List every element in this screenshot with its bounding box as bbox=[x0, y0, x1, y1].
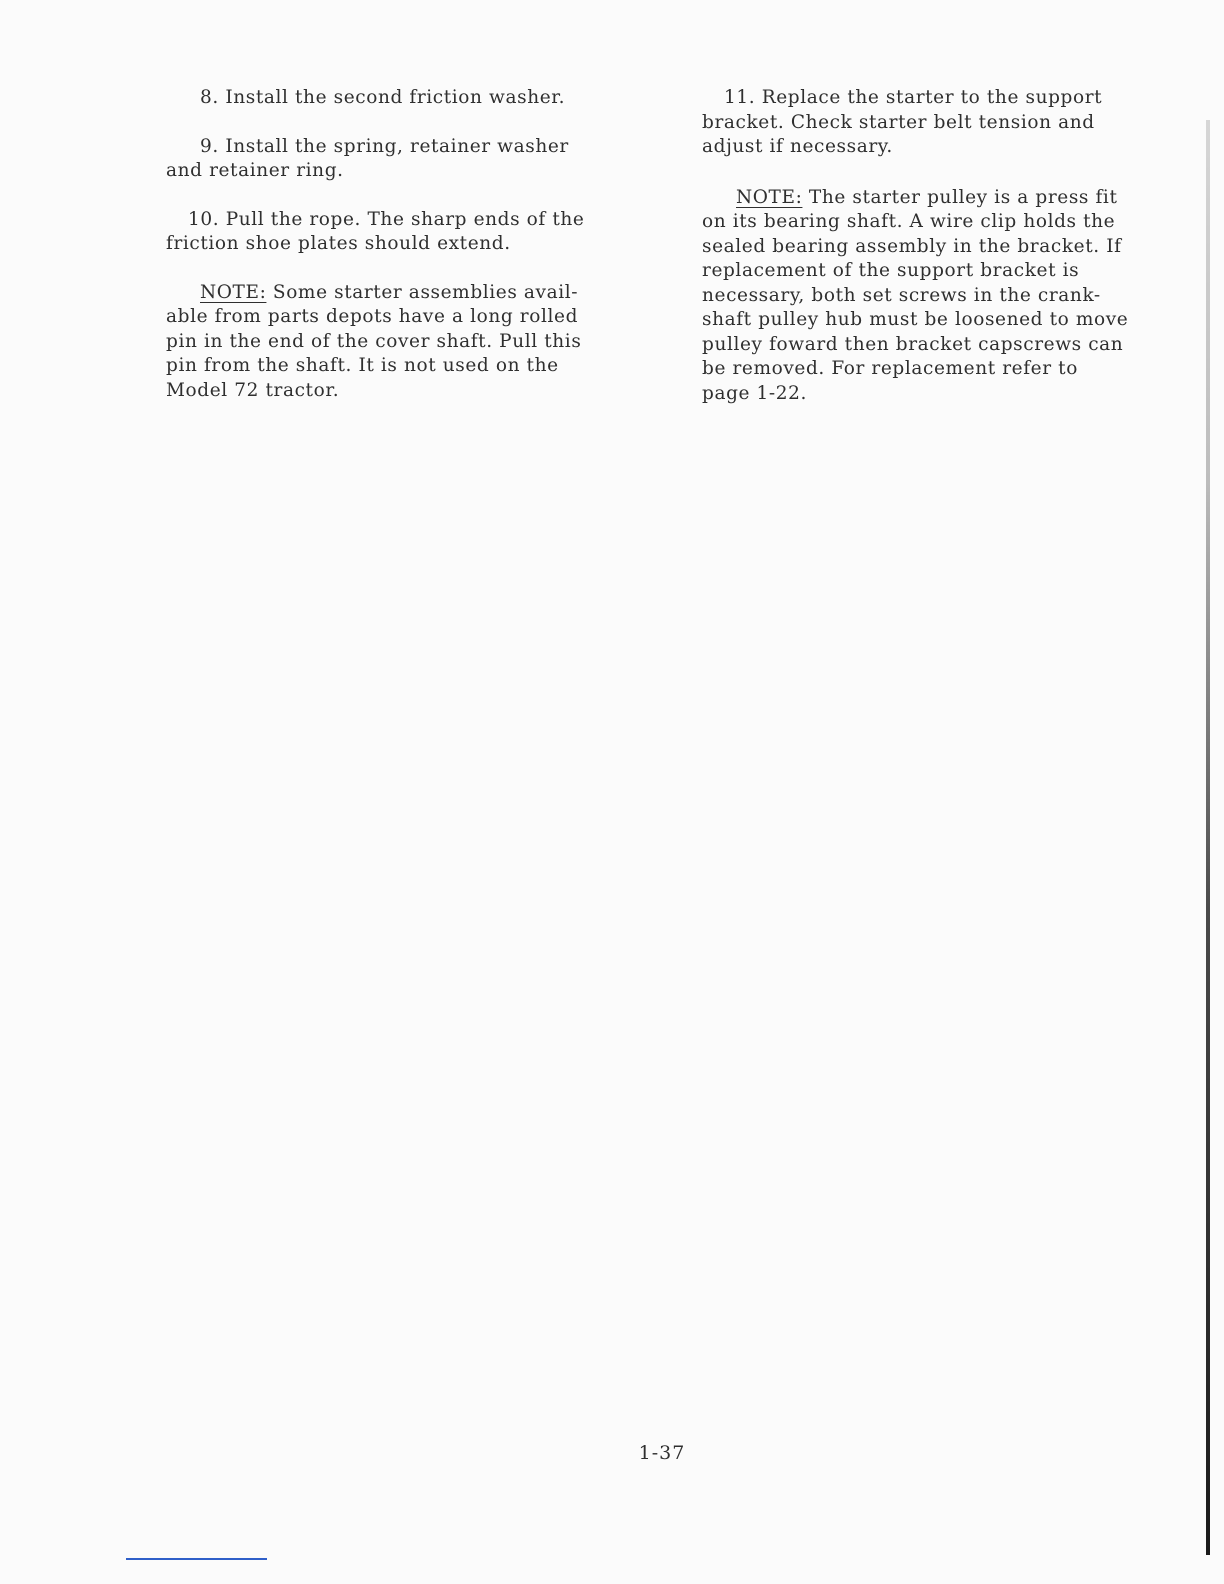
right-note-line-4: replacement of the support bracket is bbox=[702, 260, 1080, 281]
step-11-line-2: bracket. Check starter belt tension and bbox=[702, 111, 1095, 133]
left-note-line-3: pin in the end of the cover shaft. Pull this bbox=[166, 330, 582, 352]
step-10-line-1: 10. Pull the rope. The sharp ends of the bbox=[188, 208, 585, 230]
left-note-line-4: pin from the shaft. It is not used on the bbox=[166, 355, 559, 376]
right-note-line-3: sealed bearing assembly in the bracket. If bbox=[702, 235, 1122, 257]
step-11-line-1: 11. Replace the starter to the support bbox=[724, 87, 1103, 108]
right-note-line-7: pulley foward then bracket capscrews can bbox=[702, 333, 1124, 355]
right-note-line-6: shaft pulley hub must be loosened to move bbox=[702, 309, 1129, 330]
left-note-line-1-text: Some starter assemblies avail- bbox=[266, 281, 579, 303]
right-note-paragraph bbox=[702, 186, 1170, 407]
step-8-line: 8. Install the second friction washer. bbox=[200, 87, 566, 108]
right-note-line-5: necessary, both set screws in the crank- bbox=[702, 284, 1101, 306]
left-note-line-1 bbox=[166, 281, 636, 306]
left-note-paragraph bbox=[166, 281, 636, 404]
left-note-line-2: able from parts depots have a long rolled bbox=[166, 306, 579, 327]
right-note-line-2: on its bearing shaft. A wire clip holds the bbox=[702, 211, 1116, 232]
step-9-line-1: 9. Install the spring, retainer washer bbox=[200, 135, 569, 157]
bottom-rule-line bbox=[126, 1558, 267, 1560]
page-number: 1-37 bbox=[638, 1442, 686, 1464]
left-note-label: NOTE: bbox=[200, 281, 267, 303]
step-10-paragraph bbox=[166, 208, 636, 257]
left-column bbox=[166, 86, 636, 403]
step-11-paragraph bbox=[702, 86, 1170, 160]
right-note-line-9: page 1-22. bbox=[702, 382, 807, 404]
right-note-line-1-text: The starter pulley is a press fit bbox=[802, 186, 1118, 208]
left-note-line-5: Model 72 tractor. bbox=[166, 379, 340, 401]
step-10-line-2: friction shoe plates should extend. bbox=[166, 233, 511, 254]
step-11-line-3: adjust if necessary. bbox=[702, 136, 893, 157]
step-9-line-2: and retainer ring. bbox=[166, 160, 344, 181]
step-9-paragraph bbox=[166, 135, 636, 184]
scan-edge-shadow bbox=[1206, 120, 1210, 1555]
right-note-line-8: be removed. For replacement refer to bbox=[702, 358, 1078, 379]
step-8-paragraph bbox=[166, 86, 636, 111]
right-column bbox=[702, 86, 1170, 406]
right-note-label: NOTE: bbox=[736, 186, 803, 208]
right-note-line-1 bbox=[702, 186, 1170, 211]
